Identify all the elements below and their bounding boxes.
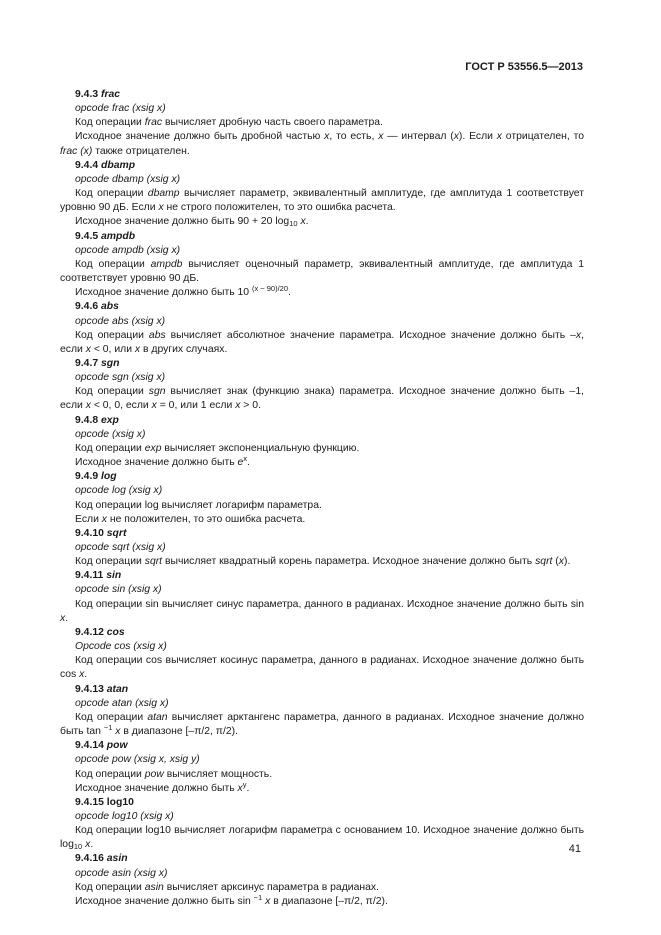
paragraph: Код операции frac вычисляет дробную часть своего параметра. <box>75 117 383 129</box>
italic-term: sgn <box>148 386 166 398</box>
section-number: 9.4.13 <box>75 683 107 695</box>
section-number: 9.4.12 <box>75 626 107 638</box>
paragraph: Исходное значение должно быть 10 $^{(x - 90)/20}$. <box>75 284 291 299</box>
section-number: 9.4.16 <box>75 853 107 865</box>
section-heading <box>60 527 584 541</box>
paragraph: Код операции sqrt вычисляет квадратный корень параметра. Исходное значение должно быть sqrt (x). <box>75 556 571 568</box>
italic-term: x <box>85 343 91 355</box>
paragraph: Исходное значение должно быть дробной частью x, то есть, x — интервал (x). Если x отрицателен, то frac (x) также отрицателен. <box>60 131 584 157</box>
section-title: pow <box>106 740 128 752</box>
section-title: sgn <box>101 357 120 369</box>
italic-term: x <box>558 556 564 568</box>
italic-term: x <box>158 202 164 214</box>
paragraph: Код операции pow вычисляет мощность. <box>75 768 273 780</box>
section-title: abs <box>101 301 119 313</box>
section-title: log10 <box>106 796 134 808</box>
section-heading <box>60 739 584 753</box>
section-heading <box>60 683 584 697</box>
section-number: 9.4.10 <box>75 527 107 539</box>
opcode-syntax: opcode sin (xsig x) <box>75 584 162 596</box>
subscript: 10 <box>73 842 83 852</box>
paragraph: Код операции log10 вычисляет логарифм параметра с основанием 10. Исходное значение должно быть $\log_{10} x$. <box>60 825 584 852</box>
opcode-syntax: opcode sgn (xsig x) <box>75 372 166 384</box>
italic-term: sqrt <box>535 556 553 568</box>
section-title: sqrt <box>106 527 127 539</box>
section-heading <box>60 159 584 173</box>
subscript: 10 <box>289 219 298 229</box>
section-heading <box>60 230 584 244</box>
superscript: −1 <box>253 892 263 902</box>
italic-term: x <box>85 400 91 412</box>
superscript: −1 <box>103 723 113 733</box>
section-title: cos <box>106 626 125 638</box>
paragraph: Код операции exp вычисляет экспоненциальную функцию. <box>75 442 360 454</box>
section-number: 9.4.6 <box>75 301 101 313</box>
paragraph: Исходное значение должно быть 90 + 20 $\log_{10} x$. <box>75 216 309 229</box>
italic-term: x <box>85 839 91 851</box>
opcode-syntax: opcode sqrt (xsig x) <box>75 542 166 553</box>
italic-term: x <box>265 895 271 907</box>
italic-term: x <box>151 400 157 412</box>
section-heading <box>60 300 584 314</box>
page-number: 41 <box>568 843 581 855</box>
superscript: x <box>243 454 248 464</box>
superscript: (x − 90)/20 <box>251 284 289 294</box>
italic-term: ampdb <box>150 258 183 270</box>
section-number: 9.4.3 <box>75 89 101 100</box>
italic-term: x <box>235 400 241 412</box>
section-title: dbamp <box>101 159 136 171</box>
paragraph: Код операции ampdb вычисляет оценочный параметр, эквивалентный амплитуде, где амплитуда 1 соответствует уровню 90 дБ. <box>60 258 584 285</box>
section-title: sin <box>106 570 122 582</box>
italic-term: abs <box>148 329 166 341</box>
section-heading <box>60 357 584 371</box>
section-number: 9.4.14 <box>75 740 107 752</box>
section-title: asin <box>106 853 128 865</box>
italic-term: x <box>115 726 121 738</box>
section-number: 9.4.15 <box>75 796 107 808</box>
italic-term: x <box>60 612 66 624</box>
paragraph: Если x не положителен, то это ошибка расчета. <box>75 513 306 525</box>
section-heading <box>60 852 584 866</box>
section-number: 9.4.5 <box>75 230 101 242</box>
section-heading <box>60 470 584 484</box>
opcode-syntax: opcode atan (xsig x) <box>75 697 169 709</box>
opcode-syntax: opcode dbamp (xsig x) <box>75 173 181 185</box>
paragraph: Код операции abs вычисляет абсолютное значение параметра. Исходное значение должно быть –x, если x < 0, или x в других случаях. <box>60 329 584 355</box>
italic-term: x <box>496 131 502 143</box>
opcode-syntax: opcode (xsig x) <box>75 428 146 440</box>
paragraph: Исходное значение должно быть $x^y$. <box>75 779 250 794</box>
italic-term: x <box>300 216 306 228</box>
paragraph: Код операции cos вычисляет косинус параметра, данного в радианах. Исходное значение должно быть cos x. <box>60 655 584 681</box>
opcode-syntax: opcode frac (xsig x) <box>75 103 166 115</box>
italic-term: x <box>453 131 459 143</box>
paragraph: Код операции dbamp вычисляет параметр, эквивалентный амплитуде, где амплитуда 1 соответствует уровню 90 дБ. Если x не строго положителен, то это ошибка расчета. <box>60 188 584 214</box>
section-heading <box>60 626 584 640</box>
section-title: frac <box>101 89 121 100</box>
paragraph: Код операции atan вычисляет арктангенс параметра, данного в радианах. Исходное значение должно быть tan $^{-1}$ x в диапазоне [–π/2, π/2). <box>60 711 584 738</box>
section-title: exp <box>101 414 119 426</box>
italic-term: frac <box>144 117 163 129</box>
opcode-syntax: opcode abs (xsig x) <box>75 315 166 327</box>
paragraph: Код операции sgn вычисляет знак (функцию знака) параметра. Исходное значение должно быть –1, если x < 0, 0, если x = 0, или 1 если x > 0. <box>60 386 584 412</box>
italic-term: dbamp <box>147 188 180 200</box>
italic-term: atan <box>147 711 168 723</box>
italic-term: x <box>575 329 582 341</box>
italic-term: x <box>101 513 107 525</box>
italic-term: frac (x) <box>60 145 93 157</box>
section-heading <box>60 414 584 428</box>
section-title: ampdb <box>101 230 136 242</box>
paragraph: Исходное значение должно быть sin $^{-1}$ x в диапазоне [–π/2, π/2). <box>75 892 388 907</box>
opcode-syntax: opcode log (xsig x) <box>75 485 163 497</box>
opcode-syntax: Opcode cos (xsig x) <box>75 641 167 653</box>
section-number: 9.4.9 <box>75 471 101 483</box>
section-heading <box>60 569 584 583</box>
opcode-syntax: opcode ampdb (xsig x) <box>75 244 181 256</box>
paragraph: Исходное значение должно быть $e^x$. <box>75 454 250 469</box>
italic-term: x <box>134 343 141 355</box>
section-number: 9.4.11 <box>75 570 107 582</box>
document-body <box>60 88 584 909</box>
standard-header: ГОСТ Р 53556.5—2013 <box>465 61 583 73</box>
paragraph: Код операции log вычисляет логарифм параметра. <box>75 499 322 511</box>
italic-term: e <box>237 457 244 469</box>
italic-term: pow <box>144 768 164 780</box>
section-title: log <box>101 471 117 483</box>
italic-term: x <box>237 782 243 794</box>
paragraph: Код операции sin вычисляет синус параметра, данного в радианах. Исходное значение должно быть sin x. <box>60 598 584 624</box>
section-number: 9.4.4 <box>75 159 101 171</box>
section-heading <box>60 88 584 102</box>
opcode-syntax: opcode asin (xsig x) <box>75 867 168 879</box>
superscript: y <box>242 779 247 789</box>
italic-term: x <box>378 131 384 143</box>
section-number: 9.4.8 <box>75 414 101 426</box>
section-heading <box>60 796 584 810</box>
opcode-syntax: opcode log10 (xsig x) <box>75 810 174 822</box>
italic-term: asin <box>144 881 164 893</box>
italic-term: x <box>324 131 330 143</box>
italic-term: x <box>79 669 85 681</box>
section-number: 9.4.7 <box>75 357 101 369</box>
italic-term: exp <box>144 442 162 454</box>
opcode-syntax: opcode pow (xsig x, xsig y) <box>75 754 200 766</box>
section-title: atan <box>106 683 129 695</box>
paragraph: Код операции asin вычисляет арксинус параметра в радианах. <box>75 881 379 893</box>
italic-term: sqrt <box>144 556 163 568</box>
